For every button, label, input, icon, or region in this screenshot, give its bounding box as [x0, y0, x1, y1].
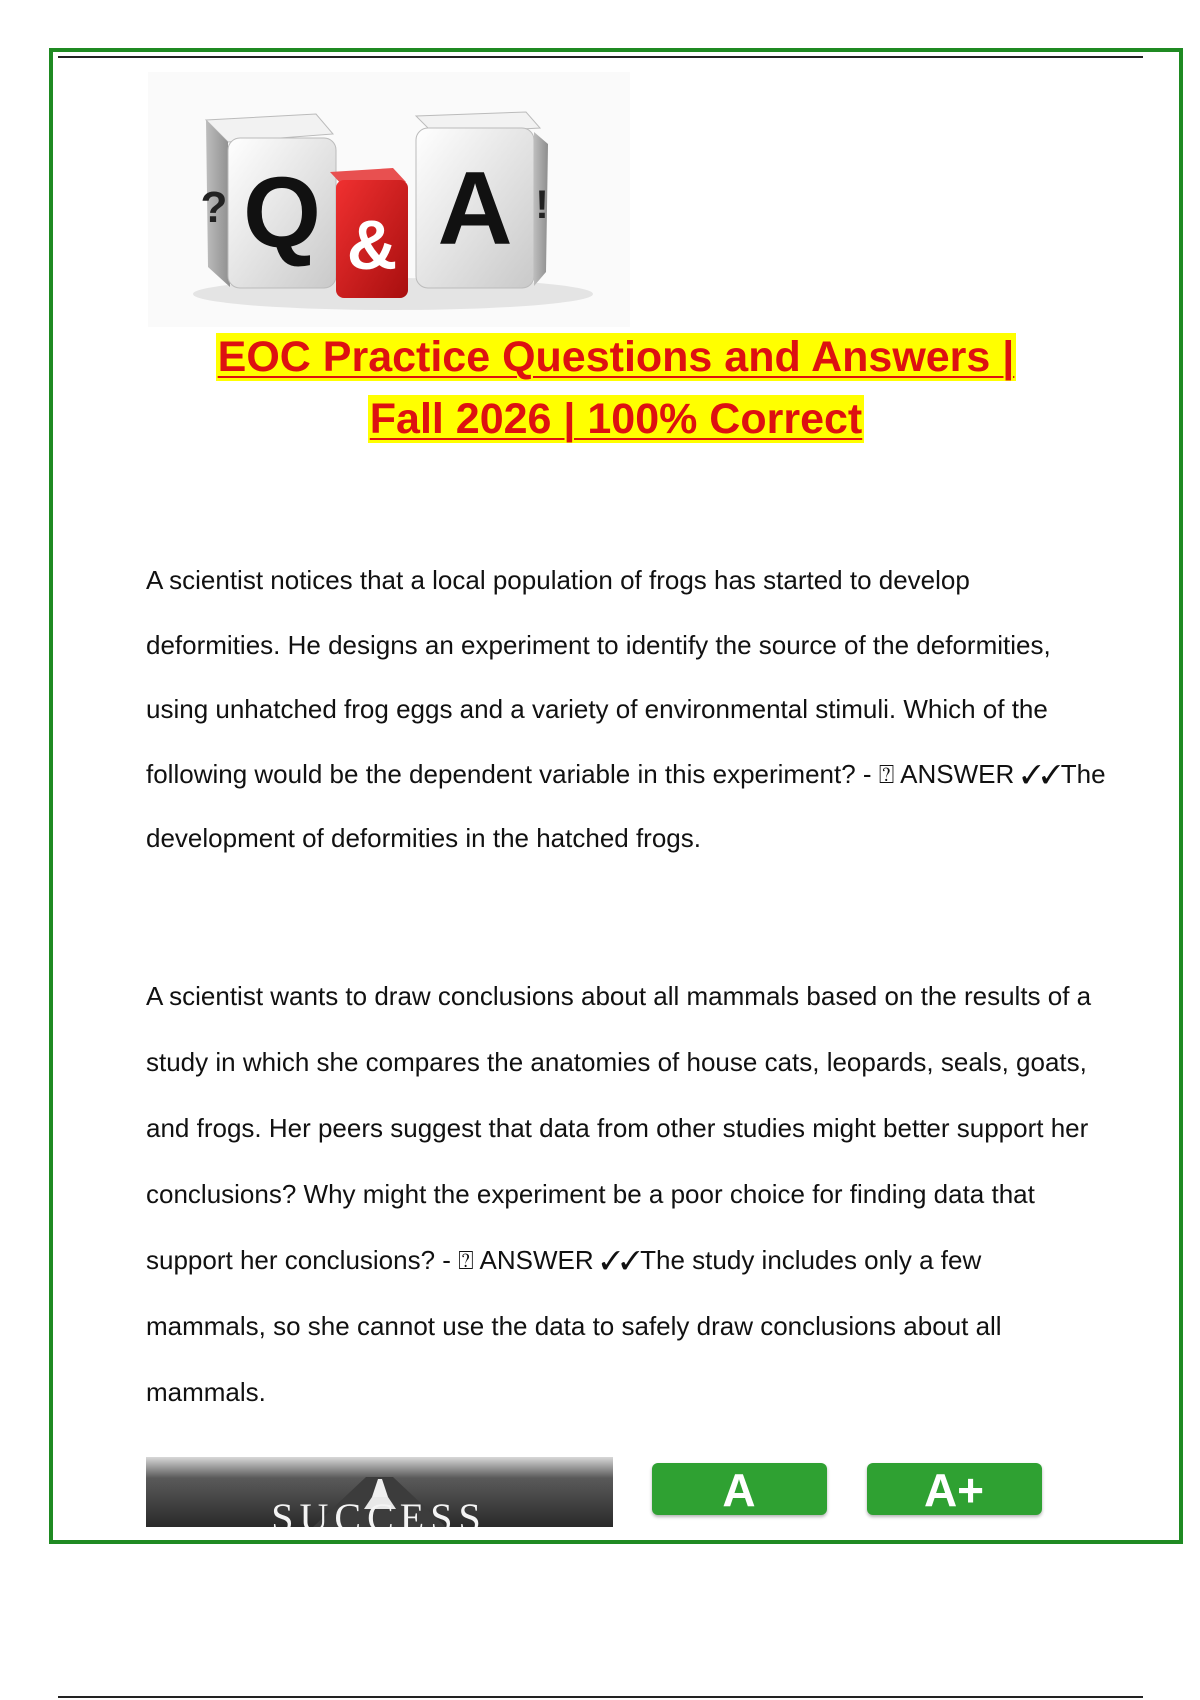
q-letter: Q — [243, 157, 321, 269]
a-letter: A — [437, 151, 513, 267]
grade-a-label: A — [722, 1464, 756, 1515]
bottom-rule — [58, 1696, 1143, 1698]
a-die — [416, 112, 549, 288]
qa-item-2 — [146, 963, 1106, 1425]
success-text: SUCCESS — [271, 1495, 487, 1527]
qa-item-1 — [146, 548, 1106, 871]
grade-a-plus-badge — [867, 1463, 1042, 1515]
q-die — [201, 114, 336, 288]
document-title-line-2: Fall 2026 | 100% Correct — [369, 395, 863, 443]
exclamation-mark: ! — [535, 183, 549, 227]
ampersand: & — [346, 206, 398, 284]
success-road-banner — [146, 1457, 613, 1527]
top-rule — [58, 56, 1143, 58]
qa-dice-logo — [148, 72, 630, 327]
ampersand-die — [330, 168, 408, 298]
document-title-line-1: EOC Practice Questions and Answers | — [217, 333, 1015, 381]
qa-text: A scientist wants to draw conclusions about all mammals based on the results of a study in which she compares the anatomies of house cats, leopards, seals, goats, and frogs. Her peers suggest that data from other studies might better support her conclusions? Why might the experiment be a poor choice for finding data that support her conclusions? - ⍰ ANSWER ✓✓The study includes only a few mammals, so she cannot use the data to safely draw conclusions about all mammals. — [146, 981, 1092, 1407]
grade-a-plus-label: A+ — [923, 1464, 985, 1515]
question-mark: ? — [200, 183, 228, 232]
qa-text: A scientist notices that a local population of frogs has started to develop deformities. He designs an experiment to identify the source of the deformities, using unhatched frog eggs and a variety of environmental stimuli. Which of the following would be the dependent variable in this experiment? - ⍰ ANSWER ✓✓The development of deformities in the hatched frogs. — [146, 565, 1106, 853]
grade-a-badge — [652, 1463, 827, 1515]
